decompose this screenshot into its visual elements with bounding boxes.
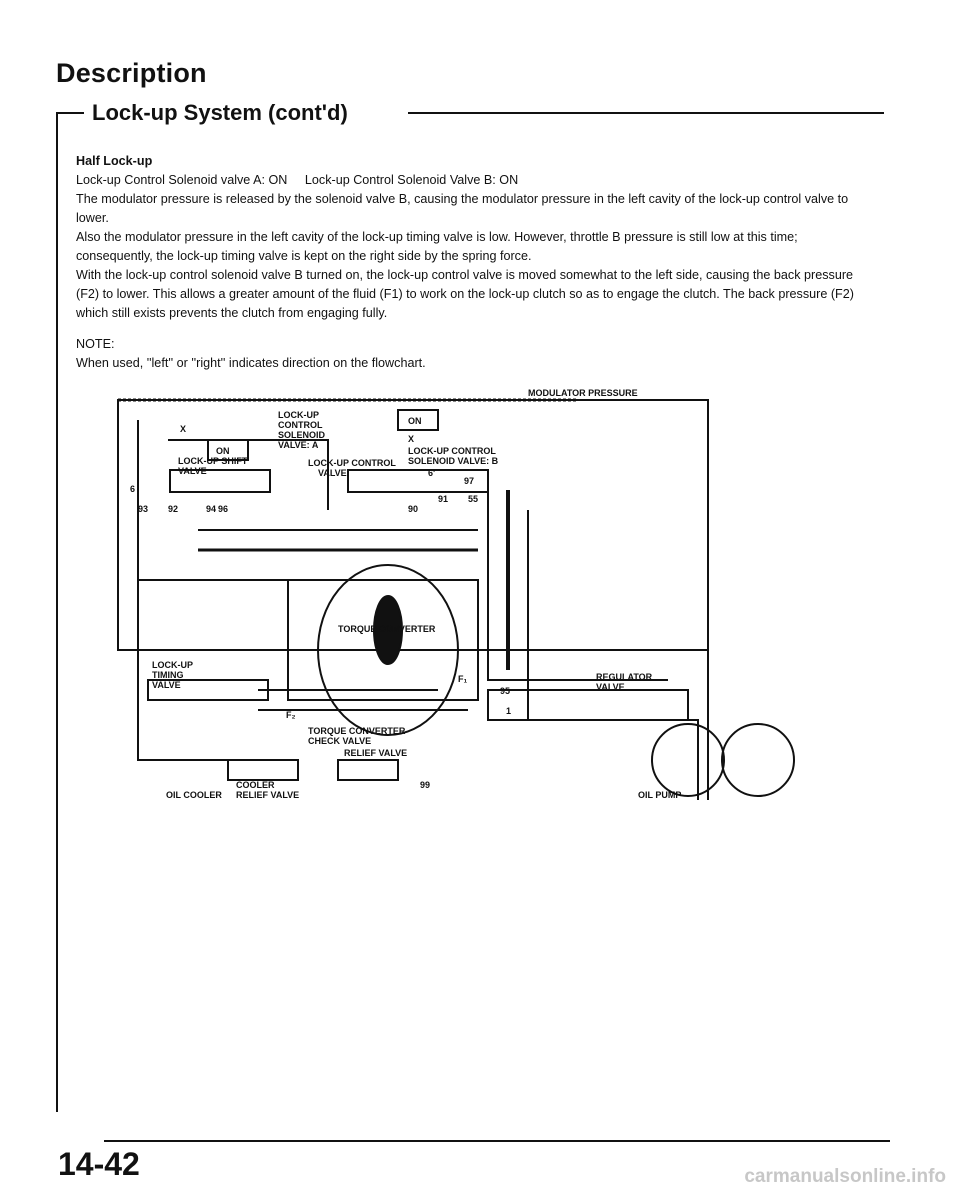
timing-valve-label: TIMING <box>152 670 184 680</box>
port-number: 90 <box>408 504 419 514</box>
frame-line <box>56 112 58 1112</box>
page-number: 14-42 <box>58 1146 140 1182</box>
solenoid-status: Lock-up Control Solenoid valve A: ON Lock-up Control Solenoid Valve B: ON <box>76 173 519 187</box>
port-number: 97 <box>464 476 475 486</box>
port-number: 92 <box>168 504 179 514</box>
oil-cooler-label: OIL COOLER <box>166 790 222 800</box>
solenoid-b-label: SOLENOID VALVE: B <box>408 456 499 466</box>
on-label: ON <box>216 446 230 456</box>
modulator-pressure-label: MODULATOR PRESSURE <box>528 388 638 398</box>
note-label: NOTE: <box>76 337 115 351</box>
page-title: Description <box>56 58 207 88</box>
frame-line <box>56 112 84 114</box>
port-number: 96 <box>218 504 229 514</box>
check-valve-label: TORQUE CONVERTER <box>308 726 406 736</box>
watermark: carmanualsonline.info <box>744 1166 946 1187</box>
f1-label: F₁ <box>458 674 468 684</box>
on-label: ON <box>408 416 422 426</box>
port-number: 1 <box>506 706 512 716</box>
cooler-relief-label: RELIEF VALVE <box>236 790 300 800</box>
paragraph: The modulator pressure is released by the solenoid valve B, causing the modulator pressure in the left cavity of the lock-up control valve to lower. <box>76 192 849 225</box>
solenoid-a-label: LOCK-UP <box>278 410 319 420</box>
control-valve-label: LOCK-UP CONTROL <box>308 458 396 468</box>
check-valve-label: CHECK VALVE <box>308 736 372 746</box>
note-text: When used, ''left'' or ''right'' indicates direction on the flowchart. <box>76 356 426 370</box>
port-number: 93 <box>138 504 149 514</box>
oil-pump-label: OIL PUMP <box>638 790 682 800</box>
solenoid-a-label: CONTROL <box>278 420 323 430</box>
paragraph: Also the modulator pressure in the left cavity of the lock-up timing valve is low. However, throttle B pressure is still low at this time; consequently, the lock-up timing valve is kept on the right side by the spring force. <box>76 230 798 263</box>
control-valve-label: VALVE <box>318 468 347 478</box>
frame-line <box>408 112 884 114</box>
shift-valve-label: LOCK-UP SHIFT <box>178 456 248 466</box>
shift-valve-label: VALVE <box>178 466 207 476</box>
lockup-flowchart-diagram <box>108 380 828 800</box>
port-number: 91 <box>438 494 449 504</box>
solenoid-a-label: SOLENOID <box>278 430 326 440</box>
body-text <box>76 152 866 373</box>
x-label: X <box>180 424 187 434</box>
port-number: 95 <box>500 686 511 696</box>
cooler-relief-label: COOLER <box>236 780 275 790</box>
timing-valve-label: LOCK-UP <box>152 660 193 670</box>
regulator-valve-label: REGULATOR <box>596 672 653 682</box>
section-subtitle: Lock-up System (cont'd) <box>92 100 348 125</box>
port-number: 6' <box>428 468 436 478</box>
port-number: 6 <box>130 484 136 494</box>
port-number: 99 <box>420 780 431 790</box>
solenoid-b-label: LOCK-UP CONTROL <box>408 446 496 456</box>
section-heading: Half Lock-up <box>76 154 153 168</box>
regulator-valve-label: VALVE <box>596 682 625 692</box>
port-number: 55 <box>468 494 479 504</box>
x-label: X <box>408 434 415 444</box>
solenoid-a-label: VALVE: A <box>278 440 319 450</box>
timing-valve-label: VALVE <box>152 680 181 690</box>
f2-label: F₂ <box>286 710 296 720</box>
paragraph: With the lock-up control solenoid valve B turned on, the lock-up control valve is moved somewhat to the left side, causing the back pressure (F2) to lower. This allows a greater amount of the fluid (F1) to work on the lock-up clutch so as to engage the clutch. The back pressure (F2) which still exists prevents the clutch from engaging fully. <box>76 268 854 320</box>
port-number: 94 <box>206 504 217 514</box>
torque-converter-label: TORQUE CONVERTER <box>338 624 436 634</box>
frame-line <box>104 1140 890 1142</box>
relief-valve-label: RELIEF VALVE <box>344 748 408 758</box>
